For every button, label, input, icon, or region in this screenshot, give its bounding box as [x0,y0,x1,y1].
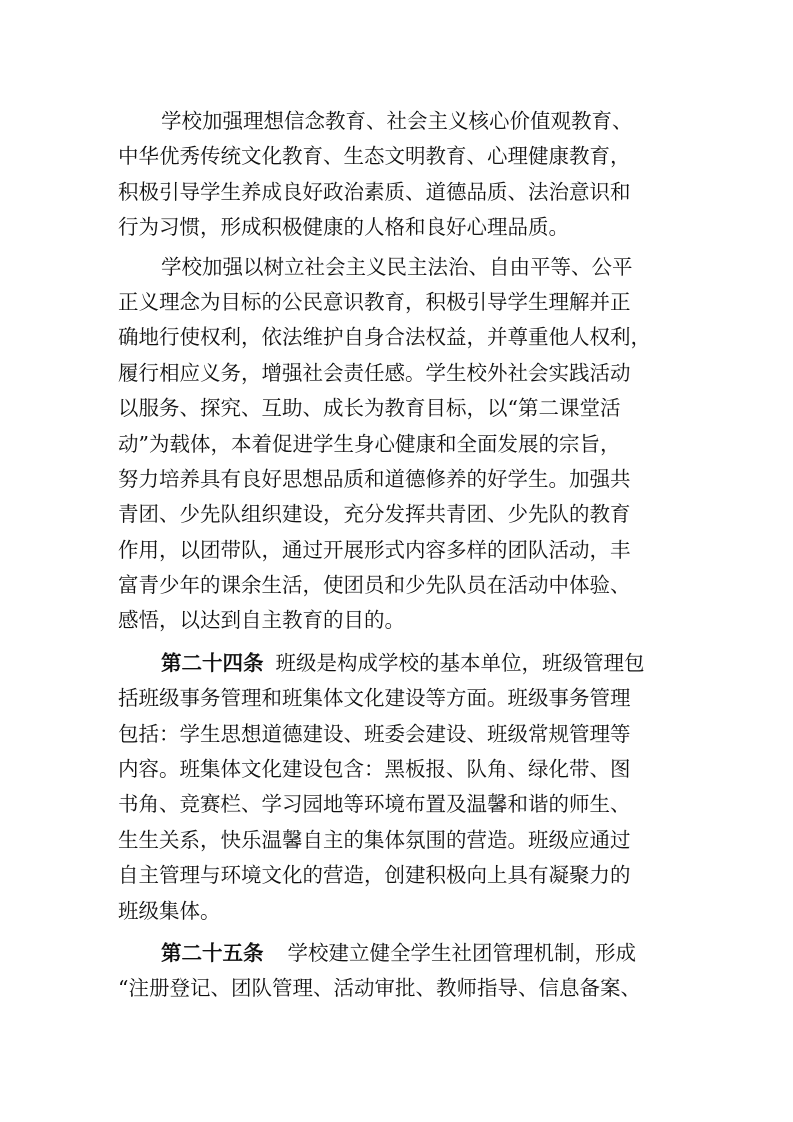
article-heading: 第二十四条 [161,650,264,675]
text-line: 动”为载体，本着促进学生身心健康和全面发展的宗旨， [118,431,621,456]
text-line: 行为习惯，形成积极健康的人格和良好心理品质。 [118,215,569,240]
text-line: 班级集体。 [118,898,221,923]
text-line: 富青少年的课余生活，使团员和少先队员在活动中体验、 [118,573,631,598]
article-heading: 第二十五条 [161,940,264,965]
text-line: 作用，以团带队，通过开展形式内容多样的团队活动，丰 [118,537,631,562]
text-line: “注册登记、团队管理、活动审批、教师指导、信息备案、 [118,976,641,1001]
article-24 [118,646,666,929]
text-line: 正义理念为目标的公民意识教育，积极引导学生理解并正 [118,289,631,314]
text-line: 以服务、探究、互助、成长为教育目标，以“第二课堂活 [118,396,621,421]
text-line: 生生关系，快乐温馨自主的集体氛围的营造。班级应通过 [118,827,631,852]
paragraph-ideals-education [118,104,666,246]
text-line: 书角、竞赛栏、学习园地等环境布置及温馨和谐的师生、 [118,792,631,817]
text-line: 中华优秀传统文化教育、生态文明教育、心理健康教育， [118,144,631,169]
article-25 [118,936,666,1007]
text-line [118,936,666,971]
text-line [118,646,666,681]
text-line: 自主管理与环境文化的营造，创建积极向上具有凝聚力的 [118,863,631,888]
text-line: 积极引导学生养成良好政治素质、道德品质、法治意识和 [118,179,631,204]
text-line: 括班级事务管理和班集体文化建设等方面。班级事务管理 [118,686,631,711]
text-line: 努力培养具有良好思想品质和道德修养的好学生。加强共 [118,466,631,491]
text-line: 青团、少先队组织建设，充分发挥共青团、少先队的教育 [118,502,631,527]
article-text: 学校建立健全学生社团管理机制，形成 [287,940,636,965]
text-line: 内容。班集体文化建设包含：黑板报、队角、绿化带、图 [118,757,631,782]
text-line: 确地行使权利，依法维护自身合法权益，并尊重他人权利， [118,325,651,350]
text-line: 学校加强以树立社会主义民主法治、自由平等、公平 [161,254,633,279]
text-line: 包括：学生思想道德建设、班委会建设、班级常规管理等 [118,721,631,746]
text-line: 学校加强理想信念教育、社会主义核心价值观教育、 [161,109,633,133]
article-text: 班级是构成学校的基本单位，班级管理包 [275,650,645,675]
text-line: 感悟，以达到自主教育的目的。 [118,608,405,633]
text-line: 履行相应义务，增强社会责任感。学生校外社会实践活动 [118,360,631,385]
document-body [118,104,666,1007]
paragraph-civic-education [118,250,666,639]
